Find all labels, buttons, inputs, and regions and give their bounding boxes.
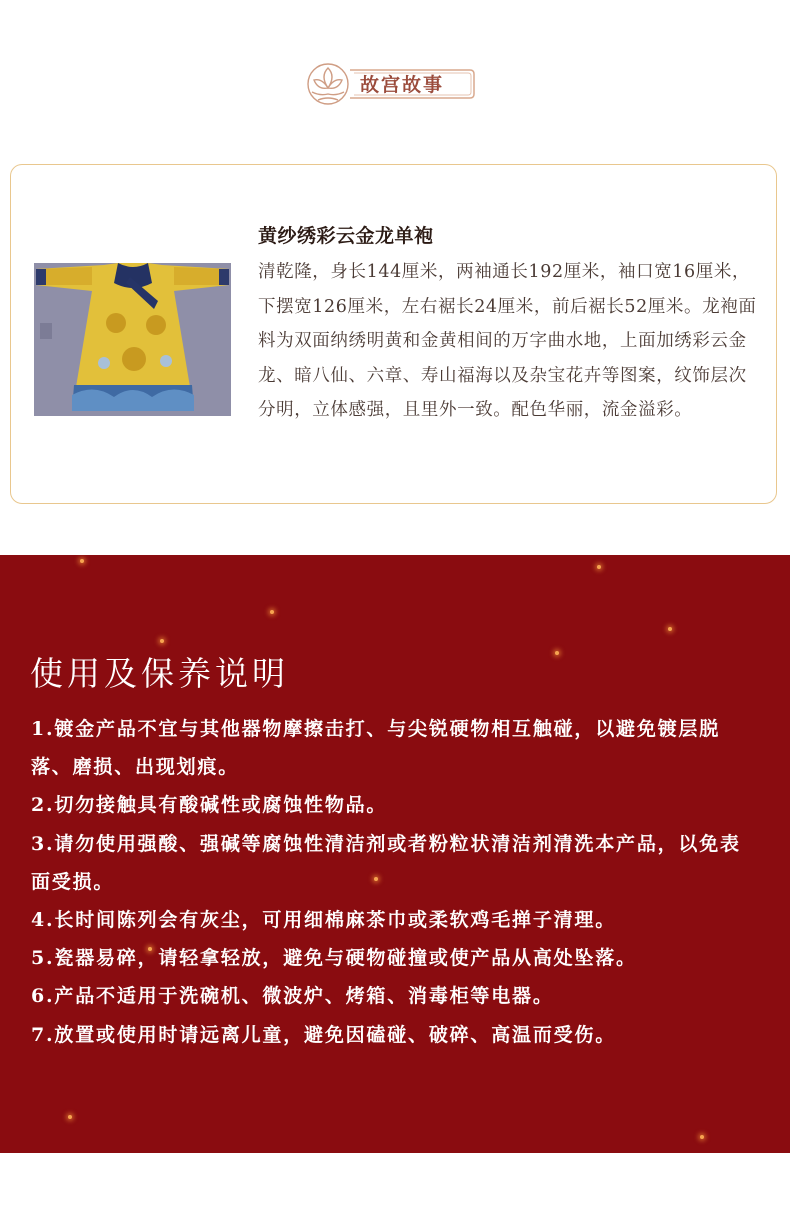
list-item: 7.放置或使用时请远离儿童，避免因磕碰、破碎、高温而受伤。 [31,1023,617,1046]
sparkle [160,639,164,643]
care-title: 使用及保养说明 [30,654,289,693]
list-item: 2.切勿接触具有酸碱性或腐蚀性物品。 [31,794,388,817]
care-section [0,555,790,1153]
story-card [10,164,777,504]
sparkle [270,610,274,614]
card-title: 黄纱绣彩云金龙单袍 [258,225,434,247]
list-item: 4.长时间陈列会有灰尘，可用细棉麻茶巾或柔软鸡毛掸子清理。 [31,909,617,932]
section-badge [302,58,478,108]
sparkle [668,627,672,631]
robe-photo [34,263,231,416]
sparkle [68,1115,72,1119]
card-description: 清乾隆，身长144厘米，两袖通长192厘米，袖口宽16厘米，下摆宽126厘米，左右裾长24厘米，前后裾长52厘米。龙袍面料为双面纳绣明黄和金黄相间的万字曲水地，上面加绣彩云金龙、暗八仙、六章、寿山福海以及杂宝花卉等图案，纹饰层次分明，立体感强，且里外一致。配色华丽，流金溢彩。 [258,262,757,420]
sparkle [80,559,84,563]
list-item: 5.瓷器易碎，请轻拿轻放，避免与硬物碰撞或使产品从高处坠落。 [31,947,637,970]
list-item: 1.镀金产品不宜与其他器物摩擦击打、与尖锐硬物相互触碰，以避免镀层脱落、磨损、出现划痕。 [31,718,721,779]
care-list [31,710,761,1054]
list-item: 6.产品不适用于洗碗机、微波炉、烤箱、消毒柜等电器。 [31,985,554,1008]
dragon-robe-image [34,263,231,416]
list-item: 3.请勿使用强酸、强碱等腐蚀性清洁剂或者粉粒状清洁剂清洗本产品，以免表面受损。 [31,832,741,893]
sparkle [700,1135,704,1139]
sparkle [597,565,601,569]
sparkle [555,651,559,655]
badge-title: 故宫故事 [360,74,445,96]
